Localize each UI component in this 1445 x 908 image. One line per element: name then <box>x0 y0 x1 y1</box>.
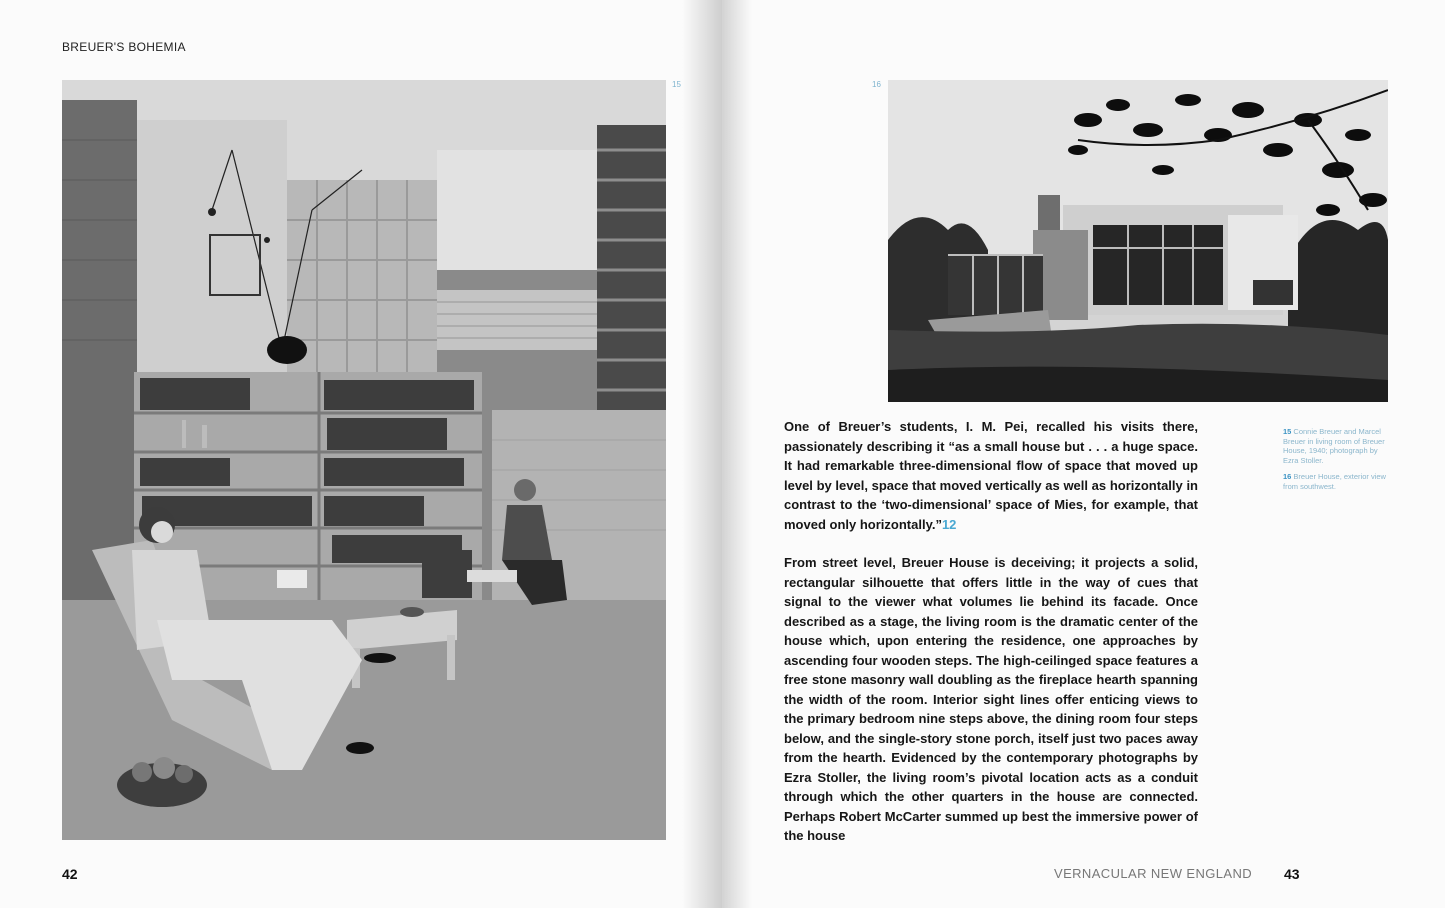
paragraph-1 <box>784 417 1198 534</box>
caption-text: Breuer House, exterior view from southwest. <box>1283 472 1386 491</box>
figure-tag-15: 15 <box>672 80 681 89</box>
page-number-left: 42 <box>62 866 78 882</box>
captions <box>1283 427 1393 498</box>
right-page <box>722 0 1445 908</box>
figure-tag-16: 16 <box>872 80 881 89</box>
left-page <box>0 0 722 908</box>
house-exterior-photo <box>888 80 1388 402</box>
running-head: BREUER'S BOHEMIA <box>62 40 186 54</box>
paragraph-1-text: One of Breuer’s students, I. M. Pei, recalled his visits there, passionately describing it “as a small house but . . . a huge space. It had remarkable three-dimensional flow of space that moved up level by level, space that moved vertically as well as horizontally in contrast to the ‘two-dimensional’ space of Mies, for example, that moved only horizontally.” <box>784 419 1198 532</box>
caption-15 <box>1283 427 1393 465</box>
caption-number: 16 <box>1283 472 1292 481</box>
page-number-right: 43 <box>1284 866 1300 882</box>
gutter-shadow <box>682 0 722 908</box>
caption-16 <box>1283 472 1393 491</box>
living-room-photo <box>62 80 666 840</box>
gutter-shadow <box>722 0 752 908</box>
running-foot: VERNACULAR NEW ENGLAND <box>1054 866 1253 881</box>
caption-number: 15 <box>1283 427 1292 436</box>
paragraph-2: From street level, Breuer House is deceiving; it projects a solid, rectangular silhouette that offers little in the way of cues that signal to the viewer what volumes lie behind its facade. Once described as a stage, the living room is the dramatic center of the house which, upon entering the residence, one approaches by ascending four wooden steps. The high-ceilinged space features a free stone masonry wall doubling as the fireplace hearth spanning the width of the room. Interior sight lines offer enticing views to the primary bedroom nine steps above, the dining room four steps below, and the single-story stone porch, itself just two paces away from the hearth. Evidenced by the contemporary photographs by Ezra Stoller, the living room’s pivotal location acts as a conduit through which the other quarters in the house are connected. Perhaps Robert McCarter summed up best the immersive power of the house <box>784 555 1198 843</box>
endnote-12-link[interactable]: 12 <box>941 516 957 532</box>
caption-text: Connie Breuer and Marcel Breuer in living room of Breuer House, 1940; photograph by Ezra Stoller. <box>1283 427 1385 465</box>
